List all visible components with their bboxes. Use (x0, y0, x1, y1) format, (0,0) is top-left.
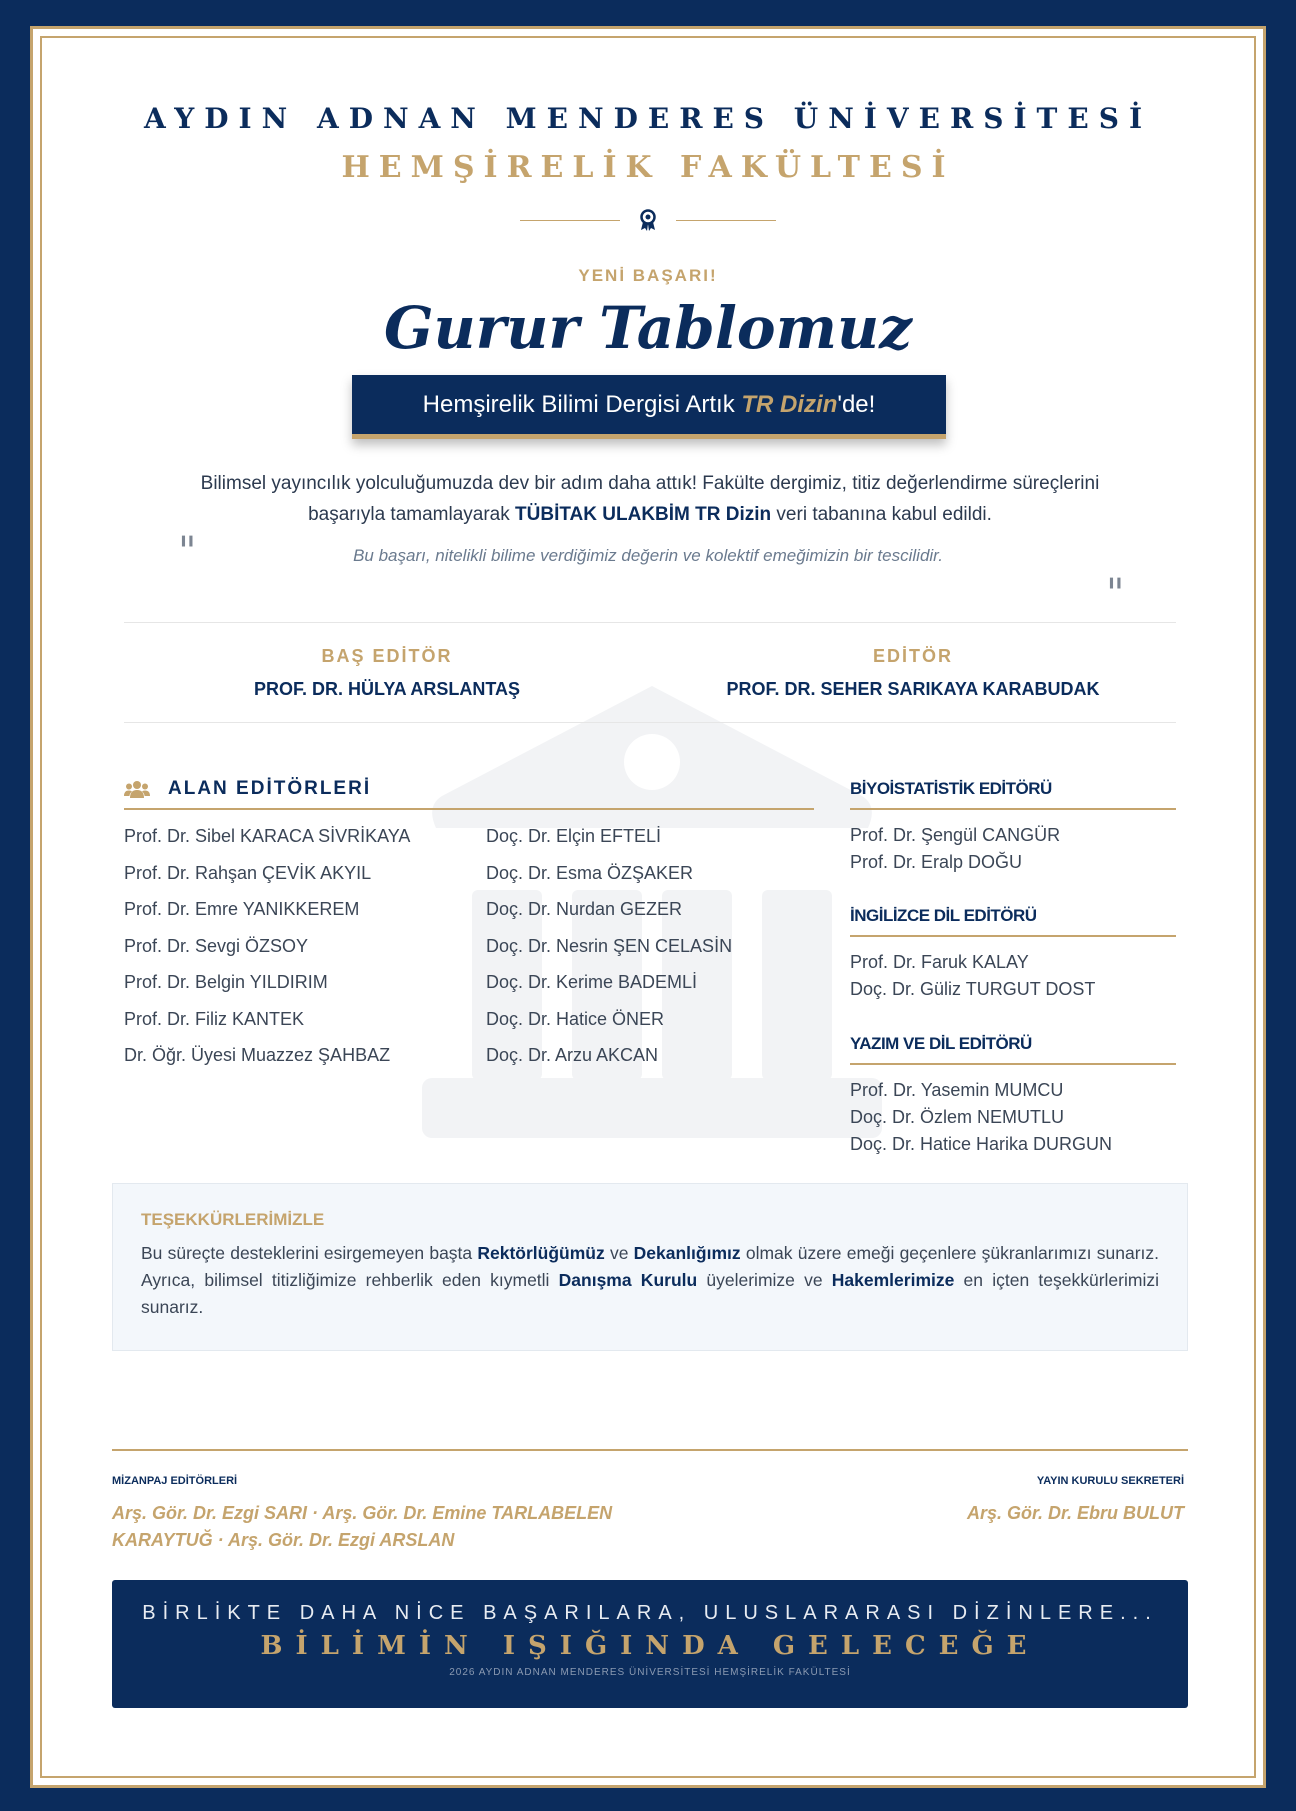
field-editors-list-2 (486, 818, 732, 1074)
ack-text: en içten teşekkürlerimizi sunarız. (141, 1270, 1159, 1317)
poster (40, 36, 1256, 1778)
intro-text: Bilimsel yayıncılık yolculuğumuzda dev bir adım daha attık! Fakülte dergimiz, titiz değerlendirme süreçlerini başarıyla tamamlayarak (200, 473, 1100, 525)
list-item: Doç. Dr. Nesrin ŞEN CELASİN (486, 935, 733, 956)
banner-text: Hemşirelik Bilimi Dergisi Artık (422, 390, 742, 418)
acknowledgements-box (112, 1183, 1188, 1351)
ack-text: ve (604, 1243, 634, 1263)
editor-name: PROF. DR. SEHER SARIKAYA KARABUDAK (726, 679, 1100, 699)
list-item: Doç. Dr. Hatice ÖNER (486, 1008, 665, 1029)
english-editor-list (850, 949, 1095, 1003)
list-item: Prof. Dr. Belgin YILDIRIM (124, 972, 328, 992)
ack-text: üyelerimize ve (697, 1270, 832, 1290)
list-item: Doç. Dr. Özlem NEMUTLU (850, 1107, 1065, 1127)
users-icon (124, 779, 150, 799)
list-item: Doç. Dr. Kerime BADEMLİ (486, 972, 698, 992)
divider (124, 722, 1176, 723)
banner-suffix: 'de! (837, 390, 876, 418)
closing-copyright: 2026 AYDIN ADNAN MENDERES ÜNİVERSİTESİ HEMŞİRELİK FAKÜLTESİ (449, 1667, 851, 1678)
writing-editor-heading: YAZIM VE DİL EDİTÖRÜ (850, 1033, 1176, 1065)
list-item: Doç. Dr. Esma ÖZŞAKER (486, 862, 694, 883)
layout-editors-names: Arş. Gör. Dr. Ezgi SARI · Arş. Gör. Dr. Emine TARLABELEN KARAYTUĞ · Arş. Gör. Dr. Ezgi ARSLAN (112, 1503, 613, 1550)
list-item: Prof. Dr. Şengül CANGÜR (850, 825, 1061, 845)
ornament-divider (42, 208, 1254, 232)
list-item: Doç. Dr. Güliz TURGUT DOST (850, 979, 1096, 999)
faculty-name: HEMŞİRELİK FAKÜLTESİ (341, 150, 955, 185)
secretary-label: YAYIN KURULU SEKRETERİ (1036, 1475, 1184, 1487)
list-item: Prof. Dr. Yasemin MUMCU (850, 1080, 1064, 1100)
acknowledgements-text (141, 1240, 1159, 1321)
chief-editor (124, 646, 650, 700)
award-icon (638, 208, 658, 232)
editor-role: EDİTÖR (872, 646, 953, 666)
field-editors-title: ALAN EDİTÖRLERİ (168, 778, 372, 799)
quote-close-mark: " (1106, 571, 1125, 617)
chief-editor-name: PROF. DR. HÜLYA ARSLANTAŞ (253, 679, 521, 699)
list-item: Prof. Dr. Rahşan ÇEVİK AKYIL (124, 862, 372, 883)
divider (124, 622, 1176, 623)
acknowledgements-heading: TEŞEKKÜRLERİMİZLE (141, 1210, 325, 1229)
intro-text-end: veri tabanına kabul edildi. (771, 504, 992, 525)
chief-editor-role: BAŞ EDİTÖR (321, 646, 453, 666)
banner-highlight: TR Dizin (741, 390, 838, 418)
biostatistics-heading: BİYOİSTATİSTİK EDİTÖRÜ (850, 778, 1176, 810)
announcement-kicker: YENİ BAŞARI! (578, 266, 718, 285)
ack-highlight: Rektörlüğümüz (477, 1243, 605, 1263)
list-item: Prof. Dr. Sibel KARACA SİVRİKAYA (124, 826, 411, 846)
list-item: Doç. Dr. Arzu AKCAN (486, 1045, 659, 1065)
layout-editors-label: MİZANPAJ EDİTÖRLERİ (112, 1475, 238, 1487)
list-item: Dr. Öğr. Üyesi Muazzez ŞAHBAZ (124, 1045, 391, 1065)
list-item: Prof. Dr. Sevgi ÖZSOY (124, 935, 309, 956)
list-item: Prof. Dr. Emre YANIKKEREM (124, 899, 360, 919)
ack-highlight: Dekanlığımız (633, 1243, 741, 1263)
announcement-banner (352, 375, 946, 439)
list-item: Doç. Dr. Nurdan GEZER (486, 899, 683, 919)
ack-text: Bu süreçte desteklerini esirgemeyen başta (141, 1243, 478, 1263)
list-item: Doç. Dr. Hatice Harika DURGUN (850, 1134, 1113, 1154)
closing-line: BİRLİKTE DAHA NİCE BAŞARILARA, ULUSLARARASI DİZİNLERE... (142, 1602, 1158, 1624)
list-item: Prof. Dr. Eralp DOĞU (850, 852, 1023, 872)
editor (650, 646, 1176, 700)
intro-paragraph (182, 468, 1118, 530)
university-name: AYDIN ADNAN MENDERES ÜNİVERSİTESİ (143, 102, 1153, 135)
english-editor-heading: İNGİLİZCE DİL EDİTÖRÜ (850, 905, 1176, 937)
closing-motto: BİLİMİN IŞIĞINDA GELECEĞE (260, 1631, 1040, 1661)
divider-line (676, 220, 776, 221)
quote-text: Bu başarı, nitelikli bilime verdiğimiz değerin ve kolektif emeğimizin bir tescilidir. (353, 546, 943, 565)
closing-banner (112, 1580, 1188, 1708)
quote-open-mark: " (178, 529, 197, 575)
divider-line (520, 220, 620, 221)
ack-highlight: Danışma Kurulu (558, 1270, 698, 1290)
list-item: Prof. Dr. Faruk KALAY (850, 952, 1029, 972)
field-editors-heading (124, 770, 814, 810)
ack-highlight: Hakemlerimize (831, 1270, 955, 1290)
footer-divider (112, 1449, 1188, 1451)
announcement-title: Gurur Tablomuz (383, 294, 913, 362)
writing-editor-list (850, 1077, 1112, 1158)
field-editors-list-1 (124, 818, 410, 1074)
biostatistics-list (850, 822, 1060, 876)
secretary-name: Arş. Gör. Dr. Ebru BULUT (966, 1503, 1184, 1523)
list-item: Prof. Dr. Filiz KANTEK (124, 1008, 305, 1029)
ack-text: olmak üzere emeği geçenlere şükranlarımızı sunarız. Ayrıca, bilimsel titizliğimize rehberlik eden kıymetli (141, 1243, 1159, 1290)
list-item: Doç. Dr. Elçin EFTELİ (486, 826, 662, 846)
intro-highlight: TÜBİTAK ULAKBİM TR Dizin (515, 504, 772, 525)
